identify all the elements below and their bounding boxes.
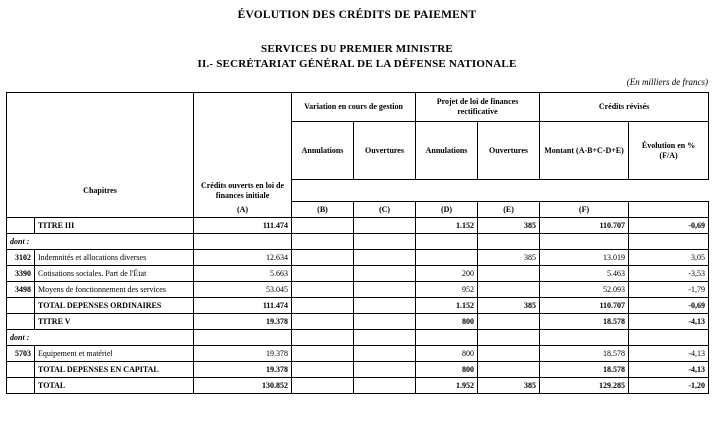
- row-value-d: [416, 330, 478, 346]
- row-chapter-number: 3102: [7, 250, 35, 266]
- header-credits-ouverts-spacer: [194, 93, 292, 180]
- row-value-b: [292, 378, 354, 394]
- row-value-a: 111.474: [194, 218, 292, 234]
- row-value-b: [292, 346, 354, 362]
- row-value-c: [354, 282, 416, 298]
- header-variation-annulations: Annulations: [292, 122, 354, 180]
- page-title: ÉVOLUTION DES CRÉDITS DE PAIEMENT: [237, 9, 477, 21]
- table-row: [7, 298, 709, 314]
- row-value-a: 12.634: [194, 250, 292, 266]
- table-letters-row: [7, 202, 709, 218]
- row-value-a: 5.663: [194, 266, 292, 282]
- spacer-c: [354, 180, 416, 202]
- row-value-c: [354, 250, 416, 266]
- row-value-d: [416, 234, 478, 250]
- row-label: Indemnités et allocations diverses: [35, 250, 194, 266]
- row-value-c: [354, 234, 416, 250]
- row-value-a: 130.852: [194, 378, 292, 394]
- row-value-g: -4,13: [629, 314, 709, 330]
- row-value-f: 18.578: [540, 362, 629, 378]
- document-page: [0, 9, 714, 447]
- row-value-c: [354, 362, 416, 378]
- row-value-b: [292, 234, 354, 250]
- table-row: [7, 266, 709, 282]
- row-value-b: [292, 330, 354, 346]
- row-value-a: 19.378: [194, 314, 292, 330]
- row-value-f: 18.578: [540, 346, 629, 362]
- row-label: Cotisations sociales. Part de l'État: [35, 266, 194, 282]
- row-value-b: [292, 218, 354, 234]
- table-row: [7, 234, 709, 250]
- table-header-groups: [7, 93, 709, 122]
- row-label: Equipement et matériel: [35, 346, 194, 362]
- row-value-f: 110.707: [540, 298, 629, 314]
- row-value-e: 385: [478, 298, 540, 314]
- row-value-f: 129.285: [540, 378, 629, 394]
- letter-e: (E): [478, 202, 540, 218]
- row-value-a: 19.378: [194, 362, 292, 378]
- row-value-a: 53.045: [194, 282, 292, 298]
- row-value-c: [354, 266, 416, 282]
- spacer-b: [292, 180, 354, 202]
- table-row: [7, 330, 709, 346]
- row-value-e: [478, 234, 540, 250]
- row-value-g: -4,13: [629, 346, 709, 362]
- spacer-g: [629, 180, 709, 202]
- row-value-e: [478, 330, 540, 346]
- letter-f: (F): [540, 202, 629, 218]
- row-value-f: [540, 330, 629, 346]
- table-row: [7, 314, 709, 330]
- row-value-b: [292, 314, 354, 330]
- table-row: [7, 250, 709, 266]
- row-label: TOTAL: [35, 378, 194, 394]
- table-row: [7, 218, 709, 234]
- row-value-b: [292, 266, 354, 282]
- row-label: TITRE III: [35, 218, 194, 234]
- row-value-g: [629, 330, 709, 346]
- row-value-f: [540, 234, 629, 250]
- header-chapitres-spacer: [7, 93, 194, 180]
- row-chapter-number: [7, 218, 35, 234]
- letters-chapitres-blank: [7, 202, 194, 218]
- row-value-g: -3,53: [629, 266, 709, 282]
- header-chapitres: Chapitres: [7, 180, 194, 202]
- row-value-c: [354, 346, 416, 362]
- row-value-b: [292, 250, 354, 266]
- table-row: [7, 346, 709, 362]
- row-value-g: -1,79: [629, 282, 709, 298]
- row-label: Moyens de fonctionnement des services: [35, 282, 194, 298]
- row-label: TOTAL DEPENSES ORDINAIRES: [35, 298, 194, 314]
- spacer-e: [478, 180, 540, 202]
- header-plfr-group: Projet de loi de finances rectificative: [416, 93, 540, 122]
- table-row: [7, 282, 709, 298]
- letter-b: (B): [292, 202, 354, 218]
- row-value-g: -0,69: [629, 218, 709, 234]
- table-row: [7, 362, 709, 378]
- row-label-dont: dont :: [7, 234, 194, 250]
- row-value-d: 800: [416, 346, 478, 362]
- row-value-a: [194, 234, 292, 250]
- row-value-c: [354, 314, 416, 330]
- row-value-f: 18.578: [540, 314, 629, 330]
- row-value-b: [292, 282, 354, 298]
- credits-table: [6, 92, 709, 394]
- row-value-b: [292, 298, 354, 314]
- header-variation-group: Variation en cours de gestion: [292, 93, 416, 122]
- row-value-d: 800: [416, 362, 478, 378]
- header-revises-group: Crédits révisés: [540, 93, 709, 122]
- header-variation-ouvertures: Ouvertures: [354, 122, 416, 180]
- row-value-c: [354, 218, 416, 234]
- row-label: TOTAL DEPENSES EN CAPITAL: [35, 362, 194, 378]
- row-value-e: [478, 362, 540, 378]
- row-value-c: [354, 298, 416, 314]
- row-value-g: -0,69: [629, 298, 709, 314]
- row-value-a: 111.474: [194, 298, 292, 314]
- header-plfr-annulations: Annulations: [416, 122, 478, 180]
- row-value-f: 13.019: [540, 250, 629, 266]
- row-value-g: [629, 234, 709, 250]
- row-value-b: [292, 362, 354, 378]
- row-value-d: 952: [416, 282, 478, 298]
- table-header-labels: [7, 180, 709, 202]
- row-label: TITRE V: [35, 314, 194, 330]
- row-value-g: 3,05: [629, 250, 709, 266]
- row-chapter-number: 5703: [7, 346, 35, 362]
- table-body: [7, 218, 709, 394]
- row-value-d: 1.152: [416, 218, 478, 234]
- table-row: [7, 378, 709, 394]
- row-value-e: [478, 282, 540, 298]
- row-chapter-number: [7, 362, 35, 378]
- row-value-c: [354, 330, 416, 346]
- row-value-d: 200: [416, 266, 478, 282]
- row-value-f: 5.463: [540, 266, 629, 282]
- row-value-e: [478, 346, 540, 362]
- row-value-g: -4,13: [629, 362, 709, 378]
- row-chapter-number: 3498: [7, 282, 35, 298]
- row-value-a: 19.378: [194, 346, 292, 362]
- subtitle-section: II.- SECRÉTARIAT GÉNÉRAL DE LA DÉFENSE NATIONALE: [197, 58, 517, 70]
- row-value-e: [478, 266, 540, 282]
- row-value-d: 1.152: [416, 298, 478, 314]
- letter-a: (A): [194, 202, 292, 218]
- row-chapter-number: [7, 378, 35, 394]
- row-value-d: [416, 250, 478, 266]
- header-plfr-ouvertures: Ouvertures: [478, 122, 540, 180]
- row-value-g: -1,20: [629, 378, 709, 394]
- subtitle-block: [0, 43, 714, 70]
- row-value-a: [194, 330, 292, 346]
- row-value-f: 52.093: [540, 282, 629, 298]
- header-credits-ouverts: Crédits ouverts en loi de finances initiale: [194, 180, 292, 202]
- row-chapter-number: [7, 298, 35, 314]
- row-value-d: 1.952: [416, 378, 478, 394]
- row-chapter-number: 3390: [7, 266, 35, 282]
- row-value-f: 110.707: [540, 218, 629, 234]
- row-value-e: 385: [478, 250, 540, 266]
- row-chapter-number: [7, 314, 35, 330]
- letter-d: (D): [416, 202, 478, 218]
- subtitle-ministry: SERVICES DU PREMIER MINISTRE: [261, 43, 453, 55]
- row-value-e: 385: [478, 378, 540, 394]
- spacer-f: [540, 180, 629, 202]
- units-note: (En milliers de francs): [626, 77, 708, 87]
- header-revises-montant: Montant (A-B+C-D+E): [540, 122, 629, 180]
- row-value-c: [354, 378, 416, 394]
- header-revises-evolution: Évolution en % (F/A): [629, 122, 709, 180]
- row-value-e: [478, 314, 540, 330]
- spacer-d: [416, 180, 478, 202]
- row-label-dont: dont :: [7, 330, 194, 346]
- letter-c: (C): [354, 202, 416, 218]
- letter-g: [629, 202, 709, 218]
- row-value-e: 385: [478, 218, 540, 234]
- row-value-d: 800: [416, 314, 478, 330]
